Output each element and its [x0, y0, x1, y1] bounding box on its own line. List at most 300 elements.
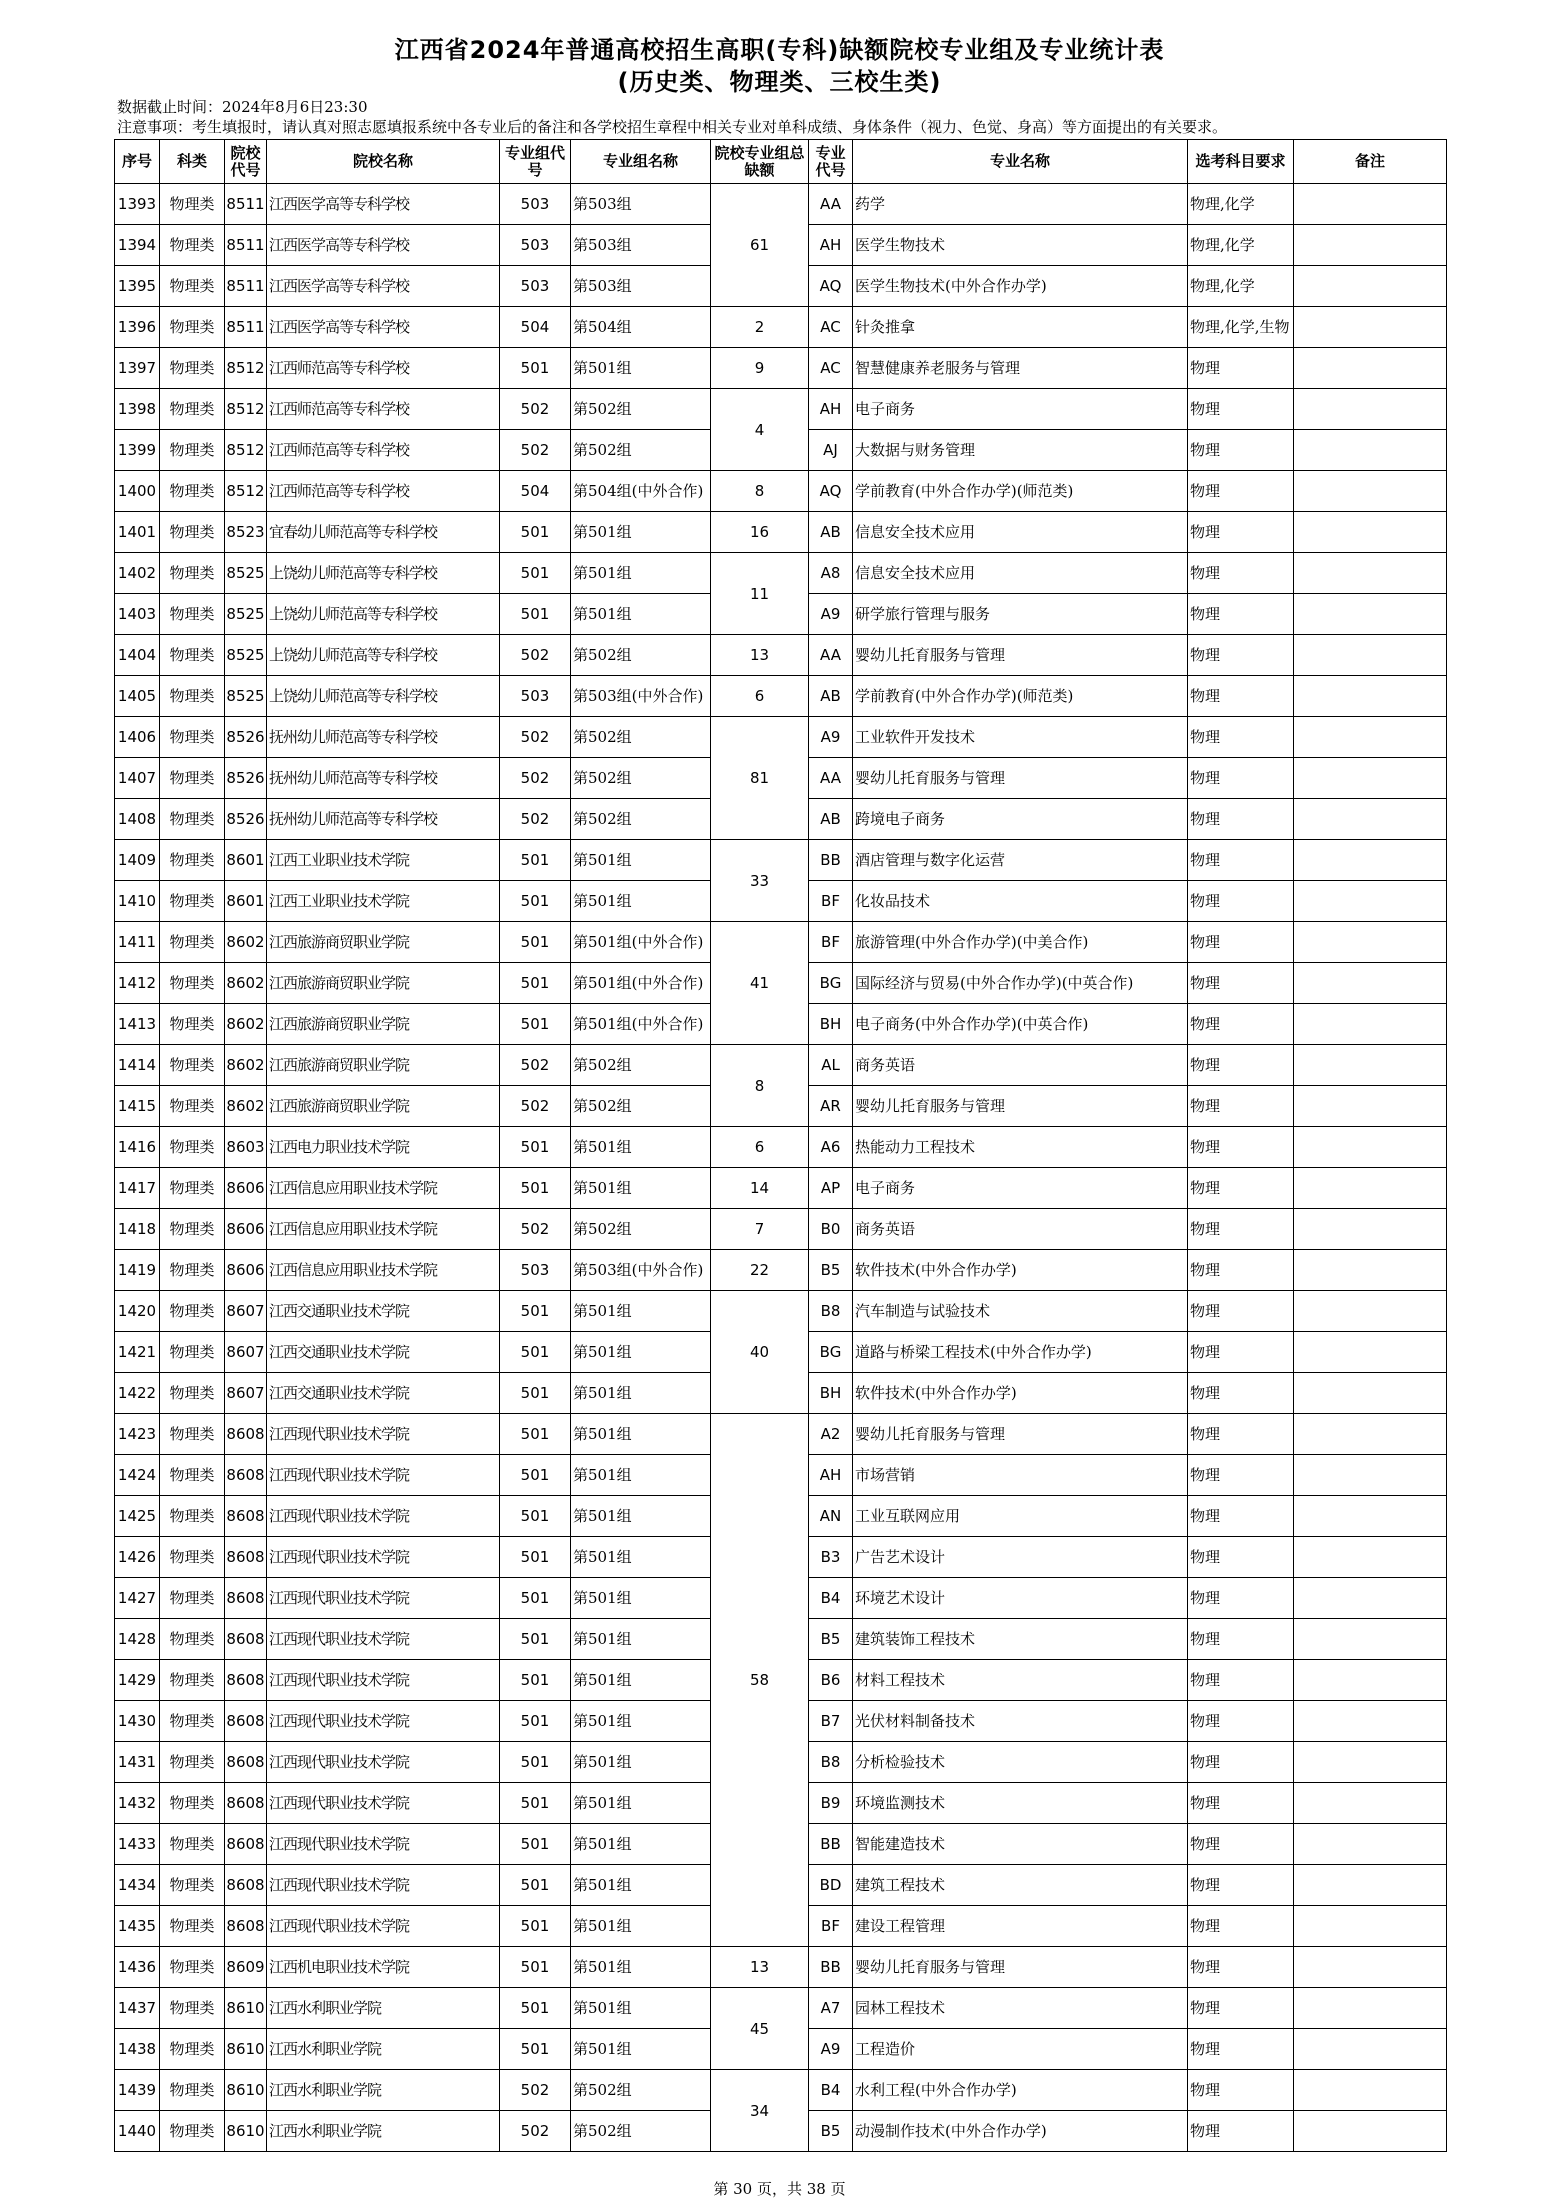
- subject-requirement-cell: 物理: [1188, 799, 1294, 840]
- group-name-cell: 第501组: [571, 1168, 711, 1209]
- subject-requirement-cell: 物理: [1188, 1168, 1294, 1209]
- school-code-cell: 8602: [225, 922, 267, 963]
- seq-cell: 1429: [115, 1660, 160, 1701]
- subject-requirement-cell: 物理: [1188, 1373, 1294, 1414]
- major-name-cell: 环境艺术设计: [853, 1578, 1188, 1619]
- major-code-cell: BB: [809, 840, 853, 881]
- group-code-cell: 501: [500, 1537, 571, 1578]
- subject-requirement-cell: 物理: [1188, 553, 1294, 594]
- group-code-cell: 501: [500, 1742, 571, 1783]
- major-code-cell: AJ: [809, 430, 853, 471]
- school-name-cell: 江西水利职业学院: [267, 2029, 500, 2070]
- school-code-cell: 8608: [225, 1742, 267, 1783]
- header-group-vacancy: 院校专业组总缺额: [711, 140, 809, 184]
- category-cell: 物理类: [160, 1701, 225, 1742]
- table-row: [115, 1947, 1447, 1988]
- group-name-cell: 第502组: [571, 799, 711, 840]
- group-vacancy-cell: 7: [711, 1209, 809, 1250]
- school-name-cell: 江西工业职业技术学院: [267, 881, 500, 922]
- note-cell: [1294, 676, 1447, 717]
- major-name-cell: 针灸推拿: [853, 307, 1188, 348]
- school-code-cell: 8607: [225, 1332, 267, 1373]
- seq-cell: 1433: [115, 1824, 160, 1865]
- doc-subtitle: (历史类、物理类、三校生类): [617, 68, 942, 96]
- major-name-cell: 婴幼儿托育服务与管理: [853, 1086, 1188, 1127]
- school-code-cell: 8608: [225, 1496, 267, 1537]
- group-name-cell: 第501组: [571, 1742, 711, 1783]
- seq-cell: 1412: [115, 963, 160, 1004]
- school-name-cell: 江西现代职业技术学院: [267, 1783, 500, 1824]
- group-code-cell: 501: [500, 1824, 571, 1865]
- note-cell: [1294, 2111, 1447, 2152]
- subject-requirement-cell: 物理: [1188, 2029, 1294, 2070]
- school-name-cell: 江西医学高等专科学校: [267, 307, 500, 348]
- school-code-cell: 8512: [225, 348, 267, 389]
- group-name-cell: 第501组: [571, 1701, 711, 1742]
- school-name-cell: 江西旅游商贸职业学院: [267, 1045, 500, 1086]
- group-name-cell: 第501组: [571, 1127, 711, 1168]
- major-name-cell: 跨境电子商务: [853, 799, 1188, 840]
- seq-cell: 1403: [115, 594, 160, 635]
- category-cell: 物理类: [160, 512, 225, 553]
- seq-cell: 1414: [115, 1045, 160, 1086]
- school-code-cell: 8601: [225, 840, 267, 881]
- school-code-cell: 8525: [225, 635, 267, 676]
- group-code-cell: 501: [500, 1414, 571, 1455]
- subject-requirement-cell: 物理,化学: [1188, 266, 1294, 307]
- header-seq: 序号: [115, 140, 160, 184]
- group-code-cell: 503: [500, 225, 571, 266]
- category-cell: 物理类: [160, 307, 225, 348]
- group-vacancy-cell: 16: [711, 512, 809, 553]
- group-name-cell: 第501组: [571, 1291, 711, 1332]
- major-name-cell: 婴幼儿托育服务与管理: [853, 758, 1188, 799]
- subject-requirement-cell: 物理: [1188, 1906, 1294, 1947]
- table-row: [115, 1988, 1447, 2029]
- subject-requirement-cell: 物理: [1188, 1988, 1294, 2029]
- major-name-cell: 水利工程(中外合作办学): [853, 2070, 1188, 2111]
- school-code-cell: 8526: [225, 758, 267, 799]
- school-code-cell: 8526: [225, 799, 267, 840]
- group-code-cell: 501: [500, 1865, 571, 1906]
- school-code-cell: 8602: [225, 963, 267, 1004]
- group-vacancy-cell: 14: [711, 1168, 809, 1209]
- major-name-cell: 建筑工程技术: [853, 1865, 1188, 1906]
- note-cell: [1294, 1168, 1447, 1209]
- category-cell: 物理类: [160, 1947, 225, 1988]
- school-name-cell: 江西现代职业技术学院: [267, 1824, 500, 1865]
- group-name-cell: 第501组: [571, 2029, 711, 2070]
- major-code-cell: BF: [809, 881, 853, 922]
- category-cell: 物理类: [160, 1537, 225, 1578]
- major-code-cell: B9: [809, 1783, 853, 1824]
- major-code-cell: A7: [809, 1988, 853, 2029]
- group-vacancy-cell: 22: [711, 1250, 809, 1291]
- school-name-cell: 上饶幼儿师范高等专科学校: [267, 676, 500, 717]
- note-cell: [1294, 1947, 1447, 1988]
- major-code-cell: AC: [809, 307, 853, 348]
- category-cell: 物理类: [160, 1373, 225, 1414]
- school-code-cell: 8523: [225, 512, 267, 553]
- note-cell: [1294, 1250, 1447, 1291]
- seq-cell: 1415: [115, 1086, 160, 1127]
- major-code-cell: AB: [809, 799, 853, 840]
- subject-requirement-cell: 物理: [1188, 1783, 1294, 1824]
- table-row: [115, 184, 1447, 225]
- subject-requirement-cell: 物理: [1188, 594, 1294, 635]
- major-name-cell: 商务英语: [853, 1209, 1188, 1250]
- subject-requirement-cell: 物理: [1188, 389, 1294, 430]
- seq-cell: 1423: [115, 1414, 160, 1455]
- group-code-cell: 501: [500, 1660, 571, 1701]
- major-code-cell: AA: [809, 635, 853, 676]
- note-cell: [1294, 1496, 1447, 1537]
- group-code-cell: 501: [500, 1004, 571, 1045]
- school-name-cell: 江西工业职业技术学院: [267, 840, 500, 881]
- seq-cell: 1428: [115, 1619, 160, 1660]
- school-name-cell: 江西水利职业学院: [267, 2070, 500, 2111]
- header-school-code: 院校代号: [225, 140, 267, 184]
- table-row: [115, 635, 1447, 676]
- table-row: [115, 676, 1447, 717]
- subject-requirement-cell: 物理: [1188, 717, 1294, 758]
- school-name-cell: 江西旅游商贸职业学院: [267, 922, 500, 963]
- note-cell: [1294, 1086, 1447, 1127]
- school-name-cell: 江西师范高等专科学校: [267, 471, 500, 512]
- subject-requirement-cell: 物理: [1188, 1250, 1294, 1291]
- major-name-cell: 广告艺术设计: [853, 1537, 1188, 1578]
- note-cell: [1294, 1824, 1447, 1865]
- note-cell: [1294, 1988, 1447, 2029]
- subject-requirement-cell: 物理: [1188, 1660, 1294, 1701]
- table-row: [115, 1045, 1447, 1086]
- group-code-cell: 501: [500, 922, 571, 963]
- major-name-cell: 工业软件开发技术: [853, 717, 1188, 758]
- school-code-cell: 8602: [225, 1086, 267, 1127]
- header-group-name: 专业组名称: [571, 140, 711, 184]
- group-name-cell: 第502组: [571, 1045, 711, 1086]
- major-name-cell: 建设工程管理: [853, 1906, 1188, 1947]
- header-subject-requirement: 选考科目要求: [1188, 140, 1294, 184]
- category-cell: 物理类: [160, 1824, 225, 1865]
- header-group-code: 专业组代号: [500, 140, 571, 184]
- school-code-cell: 8608: [225, 1865, 267, 1906]
- note-cell: [1294, 389, 1447, 430]
- group-vacancy-cell: 8: [711, 471, 809, 512]
- group-vacancy-cell: 6: [711, 676, 809, 717]
- school-name-cell: 江西水利职业学院: [267, 1988, 500, 2029]
- group-code-cell: 502: [500, 717, 571, 758]
- group-vacancy-cell: 9: [711, 348, 809, 389]
- table-row: [115, 717, 1447, 758]
- group-code-cell: 501: [500, 512, 571, 553]
- seq-cell: 1404: [115, 635, 160, 676]
- subject-requirement-cell: 物理: [1188, 1004, 1294, 1045]
- seq-cell: 1419: [115, 1250, 160, 1291]
- table-row: [115, 512, 1447, 553]
- note-cell: [1294, 594, 1447, 635]
- school-code-cell: 8608: [225, 1824, 267, 1865]
- major-code-cell: B5: [809, 1619, 853, 1660]
- group-name-cell: 第502组: [571, 430, 711, 471]
- school-name-cell: 江西现代职业技术学院: [267, 1619, 500, 1660]
- category-cell: 物理类: [160, 594, 225, 635]
- header-category: 科类: [160, 140, 225, 184]
- subject-requirement-cell: 物理: [1188, 635, 1294, 676]
- school-code-cell: 8525: [225, 676, 267, 717]
- seq-cell: 1436: [115, 1947, 160, 1988]
- group-name-cell: 第501组: [571, 553, 711, 594]
- major-code-cell: BB: [809, 1947, 853, 1988]
- school-name-cell: 江西师范高等专科学校: [267, 389, 500, 430]
- category-cell: 物理类: [160, 389, 225, 430]
- group-vacancy-cell: 34: [711, 2070, 809, 2152]
- group-code-cell: 502: [500, 389, 571, 430]
- notice-text: 注意事项：考生填报时，请认真对照志愿填报系统中各专业后的备注和各学校招生章程中相关专业对单科成绩、身体条件（视力、色觉、身高）等方面提出的有关要求。: [117, 118, 1228, 136]
- school-name-cell: 江西医学高等专科学校: [267, 266, 500, 307]
- major-name-cell: 电子商务: [853, 389, 1188, 430]
- group-vacancy-cell: 4: [711, 389, 809, 471]
- school-name-cell: 江西现代职业技术学院: [267, 1414, 500, 1455]
- subject-requirement-cell: 物理: [1188, 963, 1294, 1004]
- seq-cell: 1431: [115, 1742, 160, 1783]
- table-row: [115, 840, 1447, 881]
- major-name-cell: 光伏材料制备技术: [853, 1701, 1188, 1742]
- table-row: [115, 471, 1447, 512]
- group-name-cell: 第501组: [571, 348, 711, 389]
- school-code-cell: 8608: [225, 1783, 267, 1824]
- group-vacancy-cell: 8: [711, 1045, 809, 1127]
- school-name-cell: 江西现代职业技术学院: [267, 1742, 500, 1783]
- school-name-cell: 江西师范高等专科学校: [267, 348, 500, 389]
- category-cell: 物理类: [160, 840, 225, 881]
- seq-cell: 1420: [115, 1291, 160, 1332]
- note-cell: [1294, 225, 1447, 266]
- group-name-cell: 第501组: [571, 1373, 711, 1414]
- subject-requirement-cell: 物理: [1188, 1414, 1294, 1455]
- category-cell: 物理类: [160, 430, 225, 471]
- group-code-cell: 501: [500, 594, 571, 635]
- school-code-cell: 8512: [225, 471, 267, 512]
- category-cell: 物理类: [160, 1865, 225, 1906]
- category-cell: 物理类: [160, 717, 225, 758]
- group-vacancy-cell: 41: [711, 922, 809, 1045]
- category-cell: 物理类: [160, 184, 225, 225]
- school-name-cell: 抚州幼儿师范高等专科学校: [267, 799, 500, 840]
- group-name-cell: 第502组: [571, 2111, 711, 2152]
- group-name-cell: 第502组: [571, 1086, 711, 1127]
- group-code-cell: 503: [500, 266, 571, 307]
- school-name-cell: 江西交通职业技术学院: [267, 1373, 500, 1414]
- major-code-cell: A2: [809, 1414, 853, 1455]
- school-name-cell: 江西电力职业技术学院: [267, 1127, 500, 1168]
- category-cell: 物理类: [160, 635, 225, 676]
- school-code-cell: 8609: [225, 1947, 267, 1988]
- major-name-cell: 工业互联网应用: [853, 1496, 1188, 1537]
- table-header-row: [115, 140, 1447, 184]
- major-code-cell: BD: [809, 1865, 853, 1906]
- group-code-cell: 501: [500, 1578, 571, 1619]
- seq-cell: 1400: [115, 471, 160, 512]
- subject-requirement-cell: 物理: [1188, 348, 1294, 389]
- major-name-cell: 分析检验技术: [853, 1742, 1188, 1783]
- school-code-cell: 8511: [225, 266, 267, 307]
- group-name-cell: 第501组: [571, 840, 711, 881]
- school-name-cell: 江西医学高等专科学校: [267, 184, 500, 225]
- school-code-cell: 8601: [225, 881, 267, 922]
- group-name-cell: 第501组: [571, 1988, 711, 2029]
- table-row: [115, 1414, 1447, 1455]
- group-vacancy-cell: 6: [711, 1127, 809, 1168]
- seq-cell: 1405: [115, 676, 160, 717]
- major-code-cell: AL: [809, 1045, 853, 1086]
- group-code-cell: 502: [500, 2070, 571, 2111]
- major-code-cell: AA: [809, 758, 853, 799]
- group-code-cell: 501: [500, 2029, 571, 2070]
- school-code-cell: 8606: [225, 1168, 267, 1209]
- group-name-cell: 第501组: [571, 1455, 711, 1496]
- group-name-cell: 第501组(中外合作): [571, 963, 711, 1004]
- seq-cell: 1425: [115, 1496, 160, 1537]
- seq-cell: 1399: [115, 430, 160, 471]
- category-cell: 物理类: [160, 1168, 225, 1209]
- school-code-cell: 8608: [225, 1455, 267, 1496]
- subject-requirement-cell: 物理: [1188, 1537, 1294, 1578]
- major-name-cell: 旅游管理(中外合作办学)(中美合作): [853, 922, 1188, 963]
- group-code-cell: 502: [500, 635, 571, 676]
- group-name-cell: 第501组(中外合作): [571, 1004, 711, 1045]
- major-code-cell: A6: [809, 1127, 853, 1168]
- major-name-cell: 智慧健康养老服务与管理: [853, 348, 1188, 389]
- note-cell: [1294, 1619, 1447, 1660]
- category-cell: 物理类: [160, 963, 225, 1004]
- header-major-code: 专业代号: [809, 140, 853, 184]
- table-row: [115, 1168, 1447, 1209]
- seq-cell: 1406: [115, 717, 160, 758]
- group-name-cell: 第502组: [571, 635, 711, 676]
- note-cell: [1294, 1578, 1447, 1619]
- school-code-cell: 8610: [225, 2070, 267, 2111]
- school-name-cell: 江西信息应用职业技术学院: [267, 1250, 500, 1291]
- major-name-cell: 电子商务: [853, 1168, 1188, 1209]
- school-code-cell: 8511: [225, 307, 267, 348]
- note-cell: [1294, 1209, 1447, 1250]
- school-name-cell: 宜春幼儿师范高等专科学校: [267, 512, 500, 553]
- category-cell: 物理类: [160, 758, 225, 799]
- school-name-cell: 江西交通职业技术学院: [267, 1332, 500, 1373]
- group-vacancy-cell: 13: [711, 1947, 809, 1988]
- major-code-cell: BH: [809, 1373, 853, 1414]
- group-code-cell: 504: [500, 307, 571, 348]
- header-major-name: 专业名称: [853, 140, 1188, 184]
- major-name-cell: 软件技术(中外合作办学): [853, 1250, 1188, 1291]
- subject-requirement-cell: 物理: [1188, 1701, 1294, 1742]
- major-code-cell: AH: [809, 389, 853, 430]
- subject-requirement-cell: 物理: [1188, 1865, 1294, 1906]
- group-code-cell: 501: [500, 1496, 571, 1537]
- group-code-cell: 501: [500, 840, 571, 881]
- school-code-cell: 8526: [225, 717, 267, 758]
- seq-cell: 1437: [115, 1988, 160, 2029]
- school-code-cell: 8602: [225, 1045, 267, 1086]
- subject-requirement-cell: 物理: [1188, 758, 1294, 799]
- group-name-cell: 第503组: [571, 266, 711, 307]
- school-code-cell: 8608: [225, 1619, 267, 1660]
- note-cell: [1294, 1742, 1447, 1783]
- table-row: [115, 1209, 1447, 1250]
- major-name-cell: 软件技术(中外合作办学): [853, 1373, 1188, 1414]
- group-name-cell: 第501组: [571, 1578, 711, 1619]
- major-code-cell: B8: [809, 1291, 853, 1332]
- school-code-cell: 8511: [225, 184, 267, 225]
- group-vacancy-cell: 2: [711, 307, 809, 348]
- group-code-cell: 502: [500, 1086, 571, 1127]
- table-row: [115, 553, 1447, 594]
- major-code-cell: A8: [809, 553, 853, 594]
- seq-cell: 1394: [115, 225, 160, 266]
- major-name-cell: 学前教育(中外合作办学)(师范类): [853, 676, 1188, 717]
- group-name-cell: 第501组: [571, 1824, 711, 1865]
- subject-requirement-cell: 物理: [1188, 1086, 1294, 1127]
- major-name-cell: 化妆品技术: [853, 881, 1188, 922]
- group-name-cell: 第501组: [571, 1906, 711, 1947]
- major-code-cell: AB: [809, 512, 853, 553]
- seq-cell: 1427: [115, 1578, 160, 1619]
- group-code-cell: 501: [500, 1127, 571, 1168]
- seq-cell: 1395: [115, 266, 160, 307]
- major-name-cell: 医学生物技术(中外合作办学): [853, 266, 1188, 307]
- seq-cell: 1426: [115, 1537, 160, 1578]
- school-code-cell: 8525: [225, 553, 267, 594]
- school-code-cell: 8607: [225, 1373, 267, 1414]
- category-cell: 物理类: [160, 2111, 225, 2152]
- major-name-cell: 信息安全技术应用: [853, 512, 1188, 553]
- category-cell: 物理类: [160, 553, 225, 594]
- group-vacancy-cell: 40: [711, 1291, 809, 1414]
- subject-requirement-cell: 物理,化学: [1188, 184, 1294, 225]
- group-vacancy-cell: 58: [711, 1414, 809, 1947]
- major-code-cell: BF: [809, 922, 853, 963]
- major-code-cell: B4: [809, 2070, 853, 2111]
- group-code-cell: 502: [500, 1045, 571, 1086]
- group-code-cell: 501: [500, 1947, 571, 1988]
- group-name-cell: 第501组: [571, 1947, 711, 1988]
- major-code-cell: AA: [809, 184, 853, 225]
- seq-cell: 1421: [115, 1332, 160, 1373]
- school-code-cell: 8610: [225, 1988, 267, 2029]
- category-cell: 物理类: [160, 1619, 225, 1660]
- note-cell: [1294, 1783, 1447, 1824]
- seq-cell: 1408: [115, 799, 160, 840]
- seq-cell: 1439: [115, 2070, 160, 2111]
- seq-cell: 1407: [115, 758, 160, 799]
- group-name-cell: 第501组: [571, 1414, 711, 1455]
- school-name-cell: 江西旅游商贸职业学院: [267, 1004, 500, 1045]
- subject-requirement-cell: 物理: [1188, 1045, 1294, 1086]
- subject-requirement-cell: 物理: [1188, 2070, 1294, 2111]
- school-code-cell: 8608: [225, 1537, 267, 1578]
- school-name-cell: 江西信息应用职业技术学院: [267, 1209, 500, 1250]
- seq-cell: 1411: [115, 922, 160, 963]
- seq-cell: 1422: [115, 1373, 160, 1414]
- group-code-cell: 503: [500, 184, 571, 225]
- vacancy-table: [114, 139, 1447, 2152]
- category-cell: 物理类: [160, 1332, 225, 1373]
- category-cell: 物理类: [160, 2029, 225, 2070]
- seq-cell: 1434: [115, 1865, 160, 1906]
- group-code-cell: 501: [500, 1373, 571, 1414]
- major-name-cell: 市场营销: [853, 1455, 1188, 1496]
